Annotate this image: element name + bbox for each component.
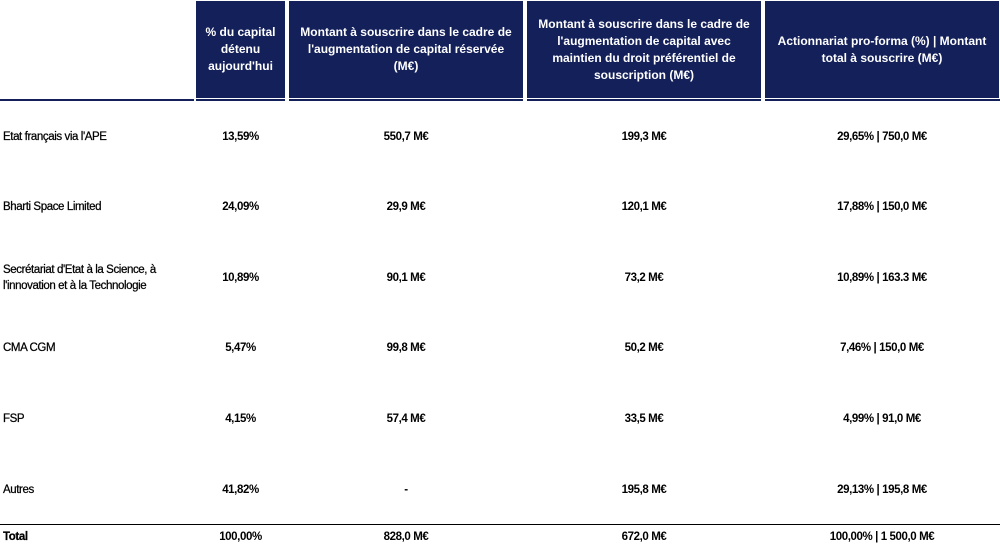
- table-row: [0, 102, 1000, 172]
- shareholder-name: CMA CGM: [3, 342, 56, 354]
- shareholder-name: Secrétariat d'Etat à la Science, à l'innovation et à la Technologie: [3, 264, 156, 292]
- header-proforma: Actionnariat pro-forma (%) | Montant total à souscrire (M€): [765, 1, 999, 98]
- shareholder-name: FSP: [3, 413, 25, 425]
- header-divider: [0, 99, 194, 101]
- header-rights-issue: Montant à souscrire dans le cadre de l'augmentation de capital avec maintien du droit préférentiel de souscription (M€): [527, 1, 761, 98]
- total-rights-issue-amount: 672,0 M€: [621, 531, 667, 543]
- rights-issue-amount: 33,5 M€: [624, 413, 664, 425]
- total-proforma-value: 100,00% | 1 500,0 M€: [829, 531, 935, 543]
- total-capital-percent: 100,00%: [219, 531, 262, 543]
- shareholder-name: Bharti Space Limited: [3, 201, 102, 213]
- total-reserved-amount: 828,0 M€: [383, 531, 429, 543]
- total-row: [0, 525, 1000, 549]
- proforma-value: 17,88% | 150,0 M€: [837, 201, 927, 213]
- proforma-value: 7,46% | 150,0 M€: [840, 342, 924, 354]
- proforma-value: 4,99% | 91,0 M€: [843, 413, 921, 425]
- header-capital-percent: % du capital détenu aujourd'hui: [196, 1, 285, 98]
- header-divider: [527, 99, 761, 101]
- proforma-value: 29,65% | 750,0 M€: [837, 131, 927, 143]
- reserved-amount: 90,1 M€: [386, 272, 426, 284]
- total-label: Total: [3, 531, 28, 543]
- rights-issue-amount: 199,3 M€: [621, 131, 667, 143]
- rights-issue-amount: 50,2 M€: [624, 342, 664, 354]
- shareholder-name: Autres: [3, 484, 34, 496]
- header-divider: [289, 99, 523, 101]
- proforma-value: 29,13% | 195,8 M€: [837, 484, 927, 496]
- capital-percent: 4,15%: [225, 413, 256, 425]
- header-divider: [196, 99, 285, 101]
- proforma-value: 10,89% | 163.3 M€: [837, 272, 927, 284]
- table-row: [0, 243, 1000, 313]
- capital-percent: 13,59%: [222, 131, 259, 143]
- header-divider: [765, 99, 1000, 101]
- capital-percent: 10,89%: [222, 272, 259, 284]
- shareholder-name: Etat français via l'APE: [3, 131, 107, 143]
- table-row: [0, 313, 1000, 383]
- reserved-amount: 57,4 M€: [386, 413, 426, 425]
- capital-percent: 24,09%: [222, 201, 259, 213]
- header-reserved-increase: Montant à souscrire dans le cadre de l'augmentation de capital réservée (M€): [289, 1, 523, 98]
- rights-issue-amount: 73,2 M€: [624, 272, 664, 284]
- table-row: [0, 384, 1000, 454]
- reserved-amount: 29,9 M€: [386, 201, 426, 213]
- reserved-amount: 99,8 M€: [386, 342, 426, 354]
- capital-percent: 41,82%: [222, 484, 259, 496]
- reserved-amount: 550,7 M€: [383, 131, 429, 143]
- rights-issue-amount: 120,1 M€: [621, 201, 667, 213]
- reserved-amount: -: [404, 484, 408, 496]
- rights-issue-amount: 195,8 M€: [621, 484, 667, 496]
- table-row: [0, 172, 1000, 242]
- capital-percent: 5,47%: [225, 342, 256, 354]
- table-row: [0, 455, 1000, 525]
